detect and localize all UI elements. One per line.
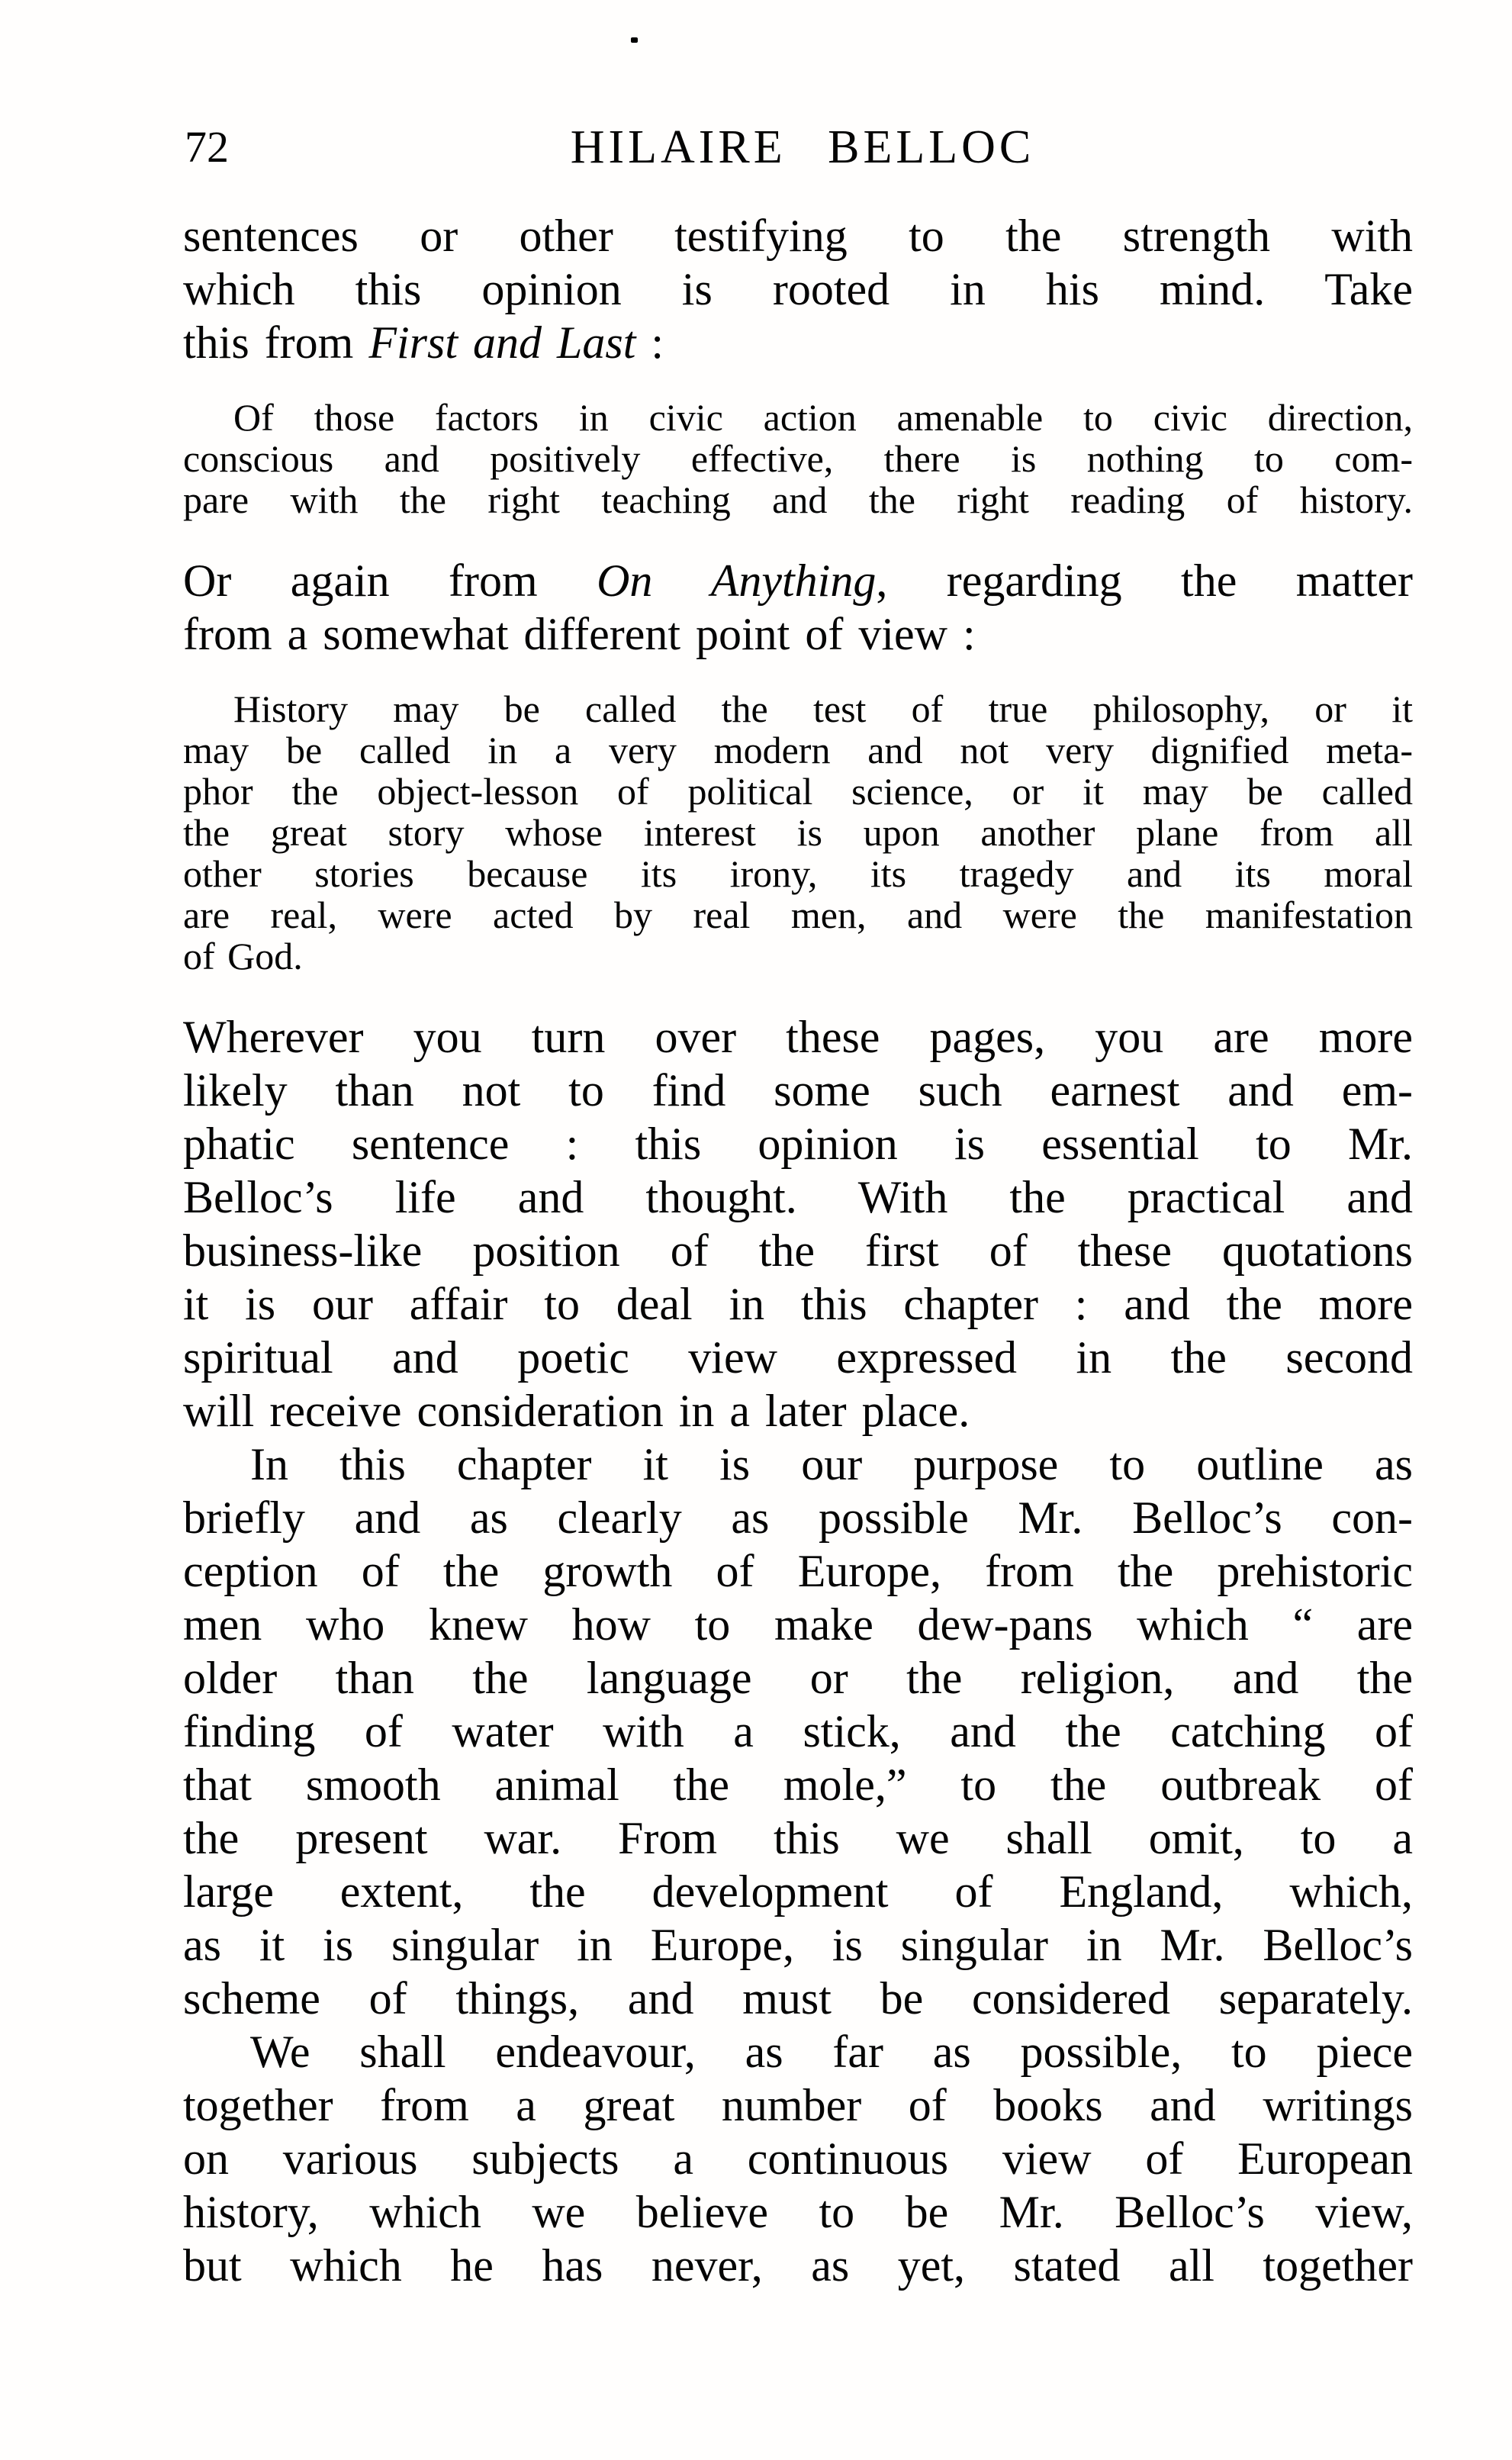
- text-segment: may be called in a very modern and not very dignified meta-: [183, 729, 1413, 771]
- text-line: [183, 1598, 1413, 1651]
- text-segment: conscious and positively effective, there is nothing to com-: [183, 437, 1413, 480]
- text-segment: sentences or other testifying to the strength with: [183, 211, 1413, 261]
- page-body: [183, 209, 1413, 2292]
- text-segment: it is our affair to deal in this chapter : and the more: [183, 1279, 1413, 1329]
- text-line: [183, 262, 1413, 316]
- text-line: [183, 812, 1413, 853]
- text-line: [183, 2025, 1413, 2078]
- page-number: 72: [185, 122, 229, 172]
- text-line: [183, 2132, 1413, 2185]
- text-line: [183, 209, 1413, 262]
- text-segment: Of those factors in civic action amenable to civic direction,: [233, 396, 1413, 439]
- text-segment: will receive consideration in a later place.: [183, 1386, 970, 1436]
- text-line: [183, 2239, 1413, 2292]
- text-line: [183, 1758, 1413, 1811]
- text-line: [183, 438, 1413, 479]
- text-line: [183, 1331, 1413, 1384]
- paragraph: [183, 1010, 1413, 1438]
- paragraph: [183, 1438, 1413, 2025]
- text-line: [183, 2185, 1413, 2239]
- page-header: [183, 121, 1413, 174]
- text-line: [183, 554, 1413, 607]
- text-segment: business-like position of the first of these quotations: [183, 1225, 1413, 1276]
- text-line: [183, 1811, 1413, 1865]
- text-line: [183, 1384, 1413, 1438]
- text-segment: ception of the growth of Europe, from the prehistoric: [183, 1546, 1413, 1596]
- text-segment: of God.: [183, 935, 303, 977]
- text-line: [183, 1438, 1413, 1491]
- text-segment: We shall endeavour, as far as possible, to piece: [250, 2027, 1413, 2077]
- text-segment: briefly and as clearly as possible Mr. Belloc’s con-: [183, 1492, 1413, 1543]
- text-segment: the great story whose interest is upon another plane from all: [183, 811, 1413, 854]
- text-line: [183, 1277, 1413, 1331]
- text-segment: Wherever you turn over these pages, you are more: [183, 1012, 1413, 1062]
- text-segment: other stories because its irony, its tragedy and its moral: [183, 852, 1413, 895]
- text-line: [183, 1865, 1413, 1918]
- text-segment: history, which we believe to be Mr. Belloc’s view,: [183, 2187, 1413, 2237]
- text-segment: History may be called the test of true philosophy, or it: [233, 687, 1413, 730]
- text-line: [183, 1651, 1413, 1705]
- text-line: [183, 1064, 1413, 1117]
- text-line: [183, 1705, 1413, 1758]
- text-segment: which this opinion is rooted in his mind. Take: [183, 264, 1413, 314]
- text-segment: finding of water with a stick, and the catching of: [183, 1706, 1413, 1756]
- text-segment: the present war. From this we shall omit, to a: [183, 1813, 1413, 1863]
- text-line: [183, 935, 1413, 977]
- text-line: [183, 853, 1413, 894]
- text-line: [183, 1918, 1413, 1972]
- book-title-italic: On Anything: [597, 555, 877, 606]
- text-line: [183, 1544, 1413, 1598]
- text-segment: phatic sentence : this opinion is essential to Mr.: [183, 1119, 1413, 1169]
- text-segment: that smooth animal the mole,” to the outbreak of: [183, 1760, 1413, 1810]
- text-line: [183, 1491, 1413, 1544]
- paragraph: [183, 554, 1413, 661]
- text-segment: Belloc’s life and thought. With the practical and: [183, 1172, 1413, 1222]
- text-line: [183, 894, 1413, 935]
- text-segment: phor the object-lesson of political science, or it may be called: [183, 770, 1413, 813]
- text-segment: Or again from: [183, 555, 597, 606]
- block-quote: [183, 688, 1413, 977]
- paragraph: [183, 2025, 1413, 2292]
- text-segment: :: [635, 317, 664, 368]
- text-line: [183, 1224, 1413, 1277]
- text-segment: likely than not to find some such earnest and em-: [183, 1065, 1413, 1116]
- text-segment: as it is singular in Europe, is singular in Mr. Belloc’s: [183, 1920, 1413, 1970]
- block-quote: [183, 397, 1413, 520]
- book-title-italic: First and Last: [368, 317, 636, 368]
- text-segment: from a somewhat different point of view :: [183, 609, 976, 659]
- text-line: [183, 688, 1413, 729]
- text-segment: scheme of things, and must be considered separately.: [183, 1973, 1413, 2024]
- text-line: [183, 607, 1413, 661]
- text-segment: In this chapter it is our purpose to outline as: [250, 1439, 1413, 1489]
- text-segment: , regarding the matter: [876, 555, 1414, 606]
- text-segment: together from a great number of books and writings: [183, 2080, 1413, 2130]
- scan-speck: [631, 37, 638, 43]
- text-segment: men who knew how to make dew-pans which “ are: [183, 1599, 1413, 1650]
- text-line: [183, 1972, 1413, 2025]
- text-line: [183, 1010, 1413, 1064]
- text-line: [183, 397, 1413, 438]
- text-line: [183, 479, 1413, 520]
- text-line: [183, 1170, 1413, 1224]
- text-line: [183, 729, 1413, 771]
- text-segment: pare with the right teaching and the right reading of history.: [183, 478, 1413, 521]
- text-line: [183, 771, 1413, 812]
- text-segment: spiritual and poetic view expressed in the second: [183, 1332, 1413, 1383]
- text-segment: older than the language or the religion, and the: [183, 1653, 1413, 1703]
- text-segment: are real, were acted by real men, and were the manifestation: [183, 894, 1413, 936]
- text-line: [183, 316, 1413, 369]
- text-segment: on various subjects a continuous view of European: [183, 2133, 1413, 2184]
- running-title: HILAIRE BELLOC: [570, 121, 1035, 173]
- text-segment: this from: [183, 317, 369, 368]
- text-segment: but which he has never, as yet, stated all together: [183, 2240, 1413, 2291]
- paragraph: [183, 209, 1413, 369]
- text-segment: large extent, the development of England, which,: [183, 1866, 1413, 1917]
- text-column: [0, 121, 1512, 2292]
- text-line: [183, 1117, 1413, 1170]
- text-line: [183, 2078, 1413, 2132]
